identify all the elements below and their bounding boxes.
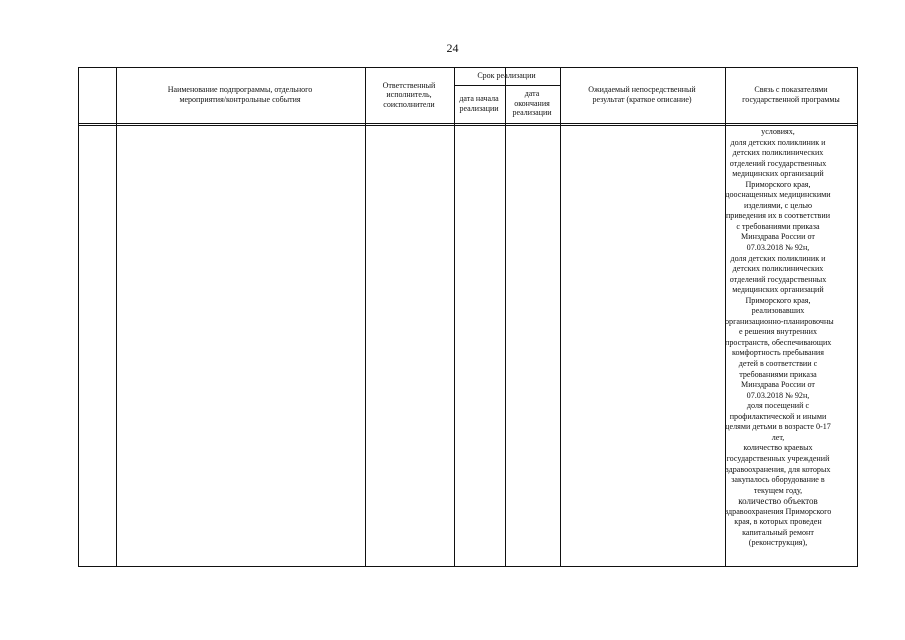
indicator-text-line: отделений государственных (729, 274, 827, 284)
indicator-text-line: доля посещений с (746, 401, 810, 411)
indicator-text-line: текущем году, (753, 485, 803, 495)
indicator-text-line: изделиями, с целью (743, 200, 812, 210)
indicator-text-line: 07.03.2018 № 92н, (746, 390, 810, 400)
column-divider (365, 68, 366, 566)
indicator-text-line: 07.03.2018 № 92н, (746, 243, 810, 253)
indicator-text-line: Приморского края, (745, 295, 811, 305)
header-period: Срок реализации (477, 71, 536, 81)
indicator-text-line: детских поликлинических (732, 264, 824, 274)
header-start-date: дата начала реализации (459, 93, 499, 113)
indicator-text-line: (реконструкция), (748, 538, 808, 548)
indicator-text-line: медицинских организаций (732, 169, 824, 179)
indicator-text-line: Приморского края, (745, 179, 811, 189)
indicator-text-line: профилактической и иными (729, 411, 827, 421)
page-number: 24 (446, 41, 459, 55)
indicator-text-line: Минздрава России от (741, 232, 815, 242)
indicator-text-line: приведения их в соответствии (725, 211, 831, 221)
indicator-text-line: детей в соответствии с (738, 359, 818, 369)
indicator-text-line: детских поликлинических (732, 148, 824, 158)
indicator-text-line: пространств, обеспечивающих (725, 337, 832, 347)
indicator-text-line: лет, (771, 432, 785, 442)
indicator-text-line: здравоохранения, для которых (725, 464, 831, 474)
indicator-text-line: количество краевых (743, 443, 813, 453)
link-indicators-cell (725, 127, 834, 549)
indicator-text-line: с требованиями приказа (736, 221, 820, 231)
indicator-text-line: доля детских поликлиник и (730, 137, 826, 147)
indicator-text-line: дооснащенных медицинскими (725, 190, 831, 200)
indicator-text-line: количество объектов (738, 496, 818, 507)
column-divider (560, 68, 561, 566)
column-divider (505, 68, 506, 566)
header-bottom-line-double (79, 125, 857, 126)
indicator-text-line: государственных учреждений (726, 453, 830, 463)
indicator-text-line: реализовавших (751, 306, 805, 316)
column-divider (116, 68, 117, 566)
indicator-text-line: комфортность пребывания (732, 348, 824, 358)
column-divider (454, 68, 455, 566)
header-expected-result: Ожидаемый непосредственный результат (краткое описание) (588, 85, 696, 104)
header-link-indicators: Связь с показателями государственной программы (742, 85, 840, 104)
header-end-date: дата окончания реализации (512, 89, 552, 118)
indicator-text-line: целями детьми в возрасте 0-17 (725, 422, 831, 432)
indicator-text-line: условиях, (761, 127, 795, 136)
indicator-text-line: отделений государственных (729, 158, 827, 168)
indicator-text-line: здравоохранения Приморского (725, 506, 832, 516)
indicator-text-line: е решения внутренних (738, 327, 817, 337)
indicator-text-line: закупалось оборудование в (731, 475, 825, 485)
header-bottom-line (79, 123, 857, 124)
indicator-text-line: организационно-планировочны (725, 316, 834, 326)
indicator-text-line: доля детских поликлиник и (730, 253, 826, 263)
header-responsible: Ответственный исполнитель, соисполнители (382, 80, 436, 109)
indicator-text-line: медицинских организаций (732, 285, 824, 295)
indicator-text-line: края, в которых проведен (734, 517, 822, 527)
indicator-text-line: требованиями приказа (739, 369, 817, 379)
header-name: Наименование подпрограммы, отдельного мероприятия/контрольные события (167, 85, 313, 104)
indicator-text-line: Минздрава России от (741, 380, 815, 390)
indicator-text-line: капитальный ремонт (742, 527, 814, 537)
